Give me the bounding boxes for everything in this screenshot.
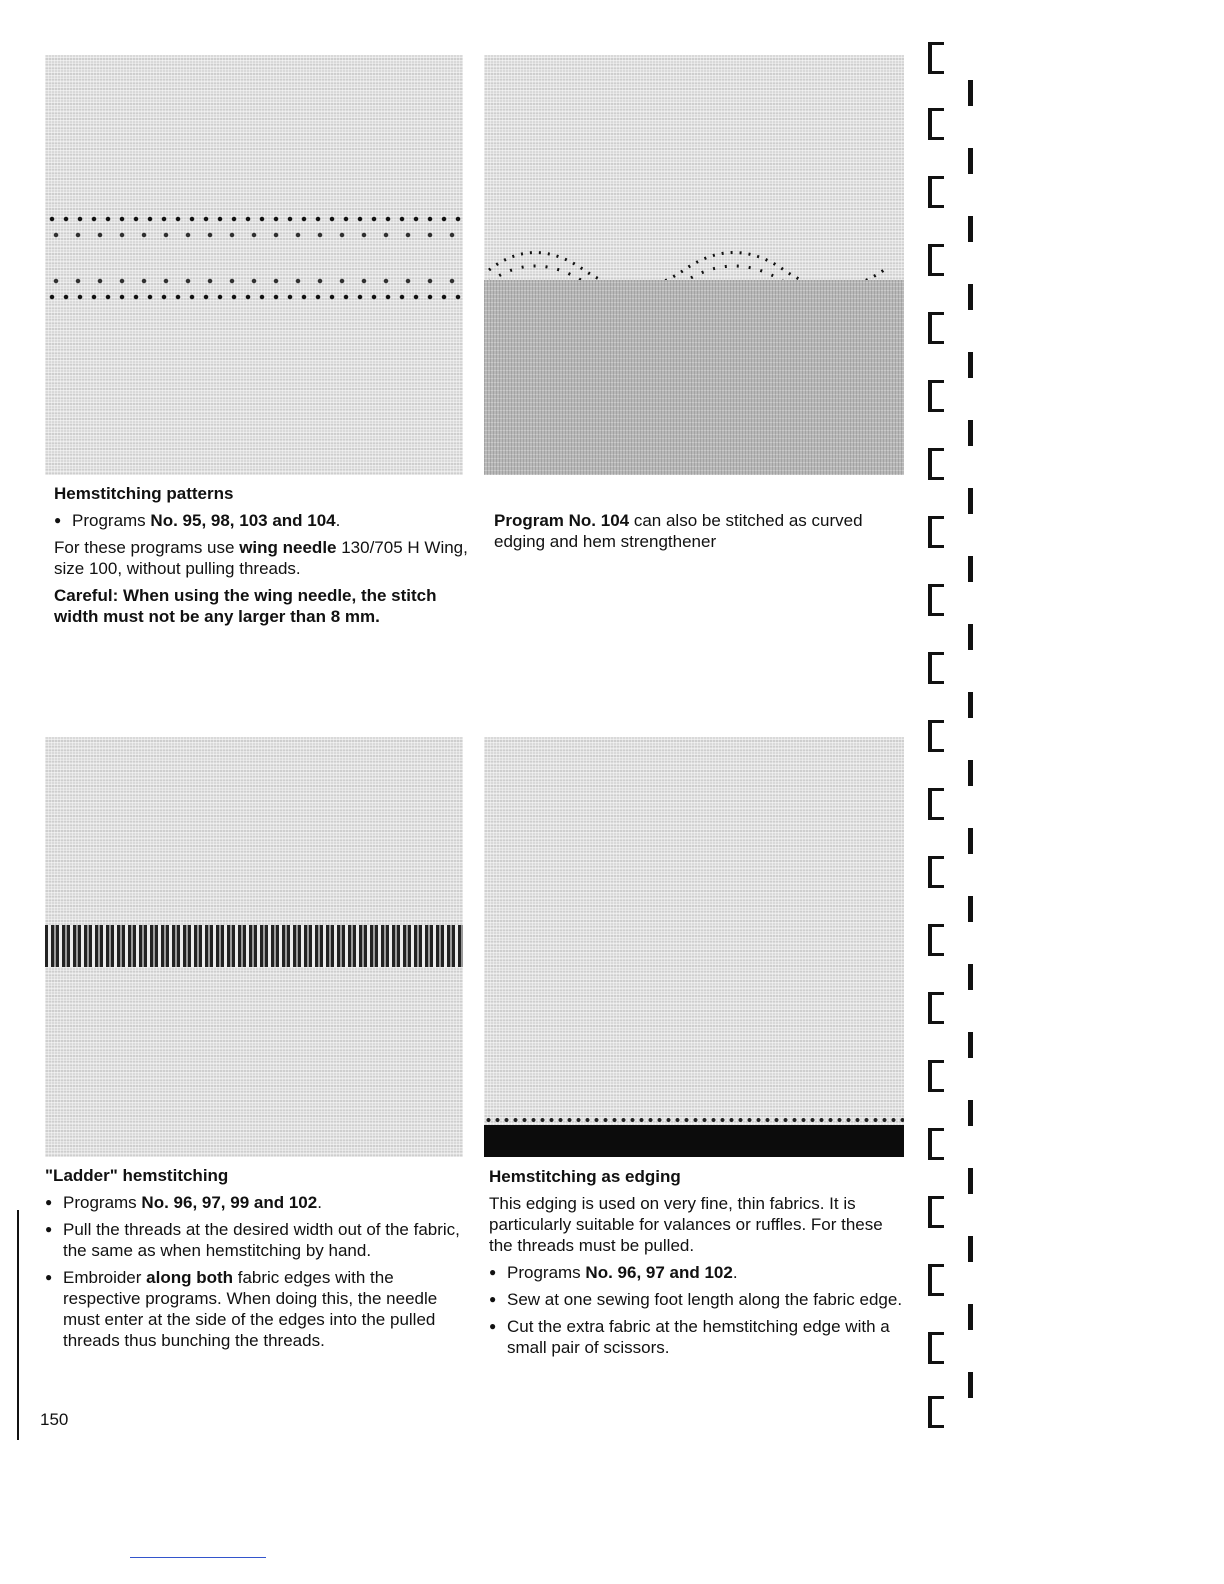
heading-hemstitching-patterns: Hemstitching patterns xyxy=(54,484,234,503)
photo-hemstitching-edging xyxy=(484,737,904,1157)
text-ladder-hemstitching xyxy=(45,1165,465,1357)
binding-bar xyxy=(968,80,973,106)
photo-curved-edging xyxy=(484,55,904,475)
binding-bar xyxy=(968,420,973,446)
binding-ring xyxy=(928,652,944,684)
binding-ring xyxy=(928,584,944,616)
text-hemstitching-edging xyxy=(489,1166,909,1364)
text-program-104: Program No. 104 can also be stitched as curved edging and hem strengthener xyxy=(494,511,863,551)
binding-ring xyxy=(928,516,944,548)
footer-rule xyxy=(130,1557,266,1558)
binding-ring xyxy=(928,176,944,208)
needle-note: For these programs use wing needle 130/705 H Wing, size 100, without pulling threads. xyxy=(54,538,468,578)
binding-bar xyxy=(968,1100,973,1126)
binding-ring xyxy=(928,788,944,820)
binding-ring xyxy=(928,720,944,752)
list-item: ● Sew at one sewing foot length along the fabric edge. xyxy=(489,1289,909,1310)
binding-ring xyxy=(928,1332,944,1364)
list-item: ● Embroider along both fabric edges with the respective programs. When doing this, the needle must enter at the side of the edges into the pulled threads thus bunching the threads. xyxy=(45,1267,465,1351)
binding-bar xyxy=(968,964,973,990)
binding-bar xyxy=(968,352,973,378)
photo-hemstitching-patterns xyxy=(45,55,463,475)
list-item: ● Programs No. 96, 97, 99 and 102. xyxy=(45,1192,465,1213)
binding-ring xyxy=(928,108,944,140)
binding-bar xyxy=(968,1304,973,1330)
binding-ring xyxy=(928,42,944,74)
binding-ring xyxy=(928,1396,944,1428)
edging-intro: This edging is used on very fine, thin fabrics. It is particularly suitable for valances or ruffles. For these the threads must be pulled. xyxy=(489,1194,883,1255)
binding-ring xyxy=(928,992,944,1024)
binding-bar xyxy=(968,148,973,174)
ladder-stitch-band xyxy=(45,925,463,967)
photo-ladder-hemstitching xyxy=(45,737,463,1157)
caution-note: Careful: When using the wing needle, the stitch width must not be any larger than 8 mm. xyxy=(54,586,437,626)
binding-ring xyxy=(928,380,944,412)
binding-ring xyxy=(928,1060,944,1092)
binding-bar xyxy=(968,1168,973,1194)
binding-bar xyxy=(968,760,973,786)
binding-bar xyxy=(968,1372,973,1398)
binding-ring xyxy=(928,448,944,480)
list-item: ● Pull the threads at the desired width out of the fabric, the same as when hemstitching by hand. xyxy=(45,1219,465,1261)
binding-bar xyxy=(968,556,973,582)
binding-bar xyxy=(968,896,973,922)
binding-ring xyxy=(928,312,944,344)
margin-rule xyxy=(17,1210,19,1440)
spiral-binding xyxy=(928,20,988,1440)
binding-ring xyxy=(928,924,944,956)
binding-ring xyxy=(928,1264,944,1296)
binding-bar xyxy=(968,488,973,514)
binding-ring xyxy=(928,856,944,888)
heading-hemstitching-edging: Hemstitching as edging xyxy=(489,1167,681,1186)
list-item: ● Programs No. 95, 98, 103 and 104. xyxy=(54,510,474,531)
binding-bar xyxy=(968,828,973,854)
list-item: ● Programs No. 96, 97 and 102. xyxy=(489,1262,909,1283)
text-hemstitching-patterns xyxy=(54,483,474,633)
binding-ring xyxy=(928,244,944,276)
list-item: ● Cut the extra fabric at the hemstitching edge with a small pair of scissors. xyxy=(489,1316,909,1358)
binding-ring xyxy=(928,1196,944,1228)
binding-bar xyxy=(968,284,973,310)
edging-band xyxy=(484,1125,904,1157)
binding-bar xyxy=(968,1032,973,1058)
binding-bar xyxy=(968,692,973,718)
binding-bar xyxy=(968,216,973,242)
binding-bar xyxy=(968,624,973,650)
binding-ring xyxy=(928,1128,944,1160)
binding-bar xyxy=(968,1236,973,1262)
heading-ladder-hemstitching: "Ladder" hemstitching xyxy=(45,1166,229,1185)
page-number: 150 xyxy=(40,1410,69,1429)
